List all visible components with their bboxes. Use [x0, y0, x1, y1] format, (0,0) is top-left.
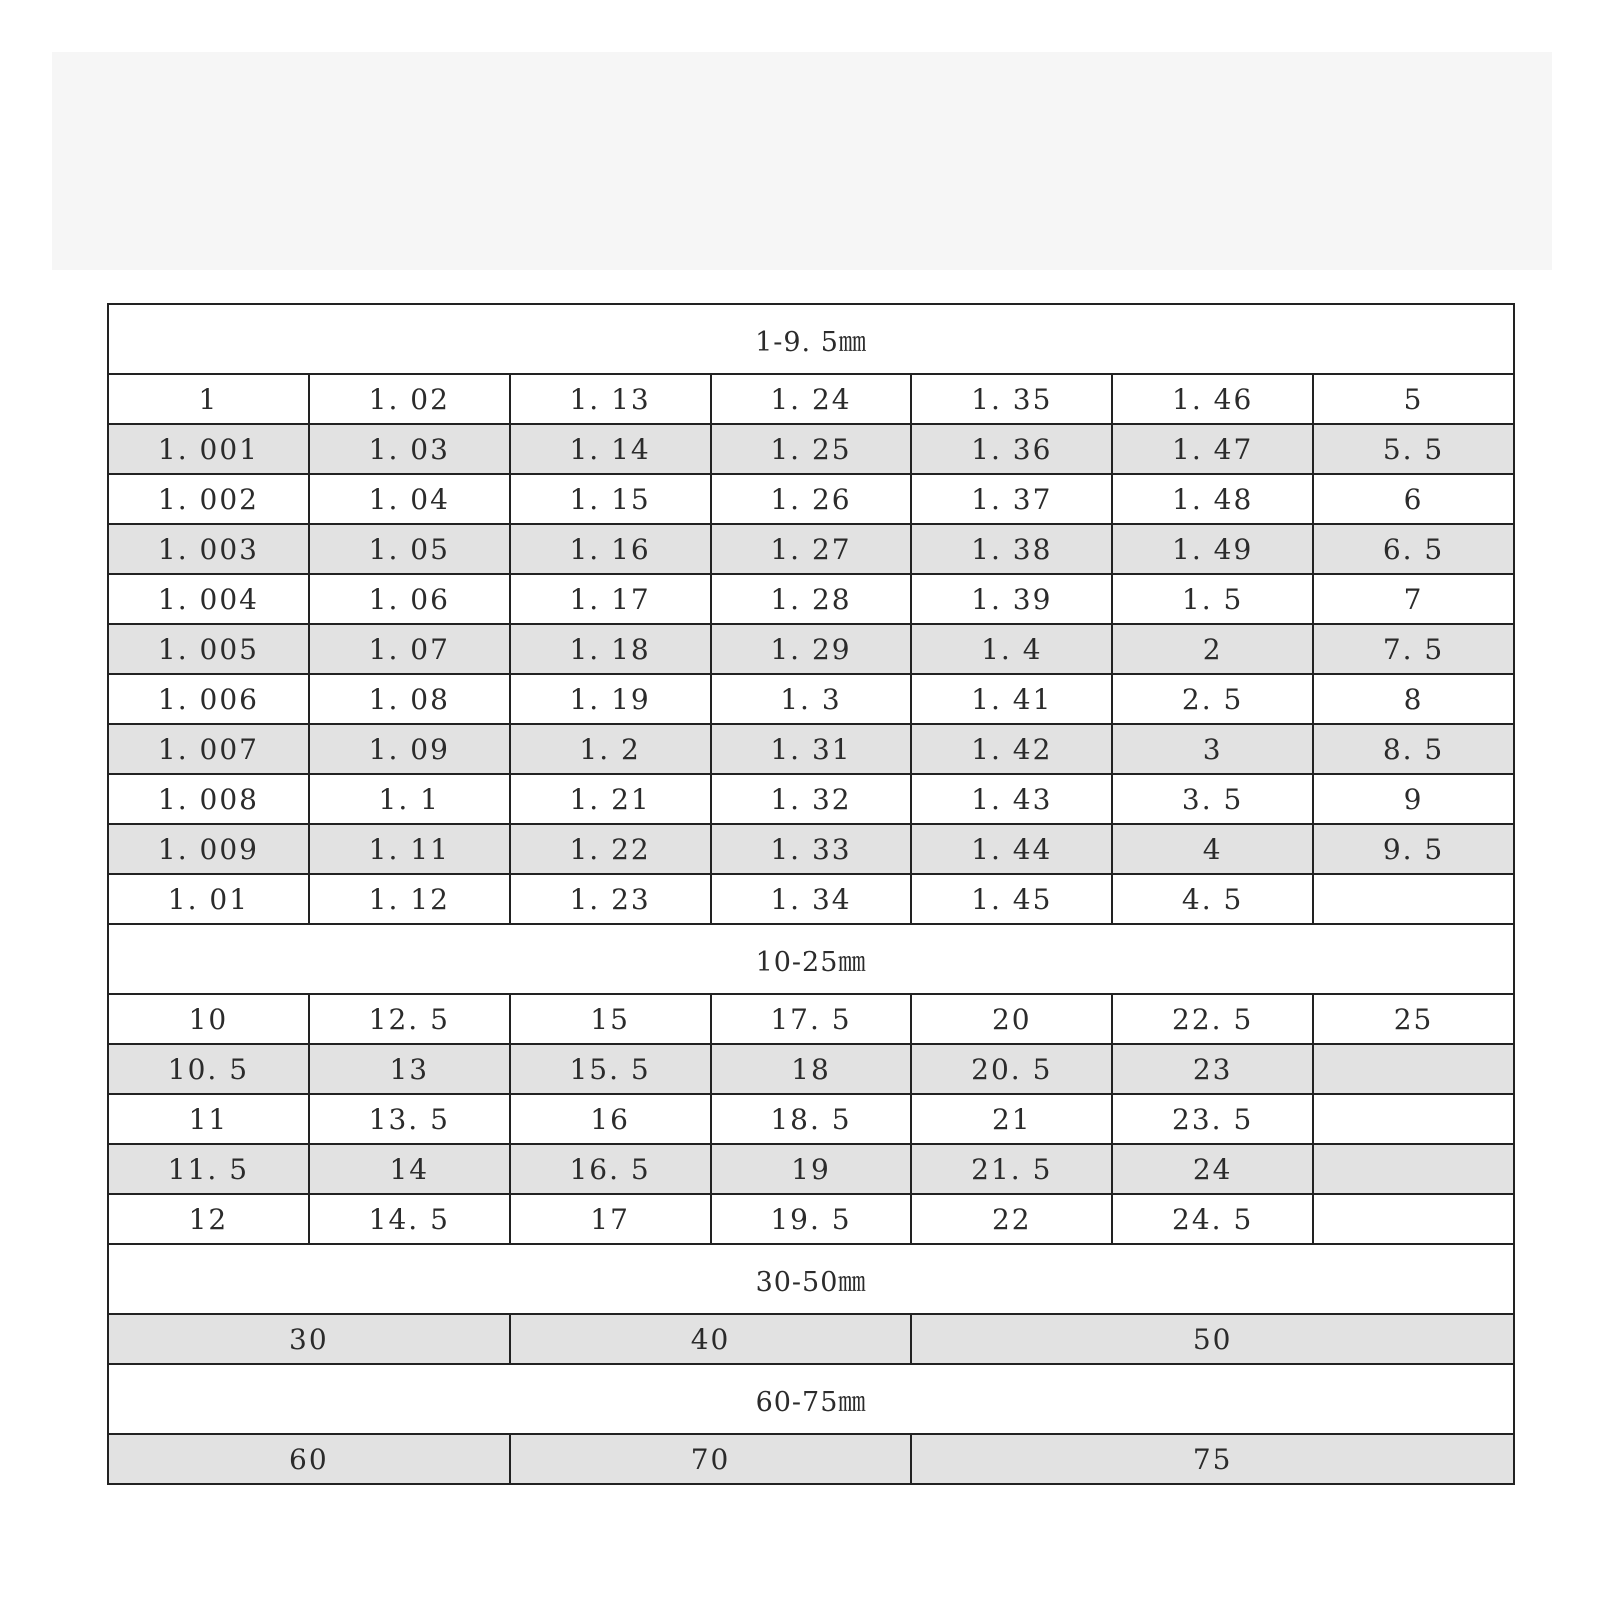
table-row — [108, 774, 1514, 824]
size-cell: 1. 07 — [309, 624, 510, 674]
size-cell: 6 — [1313, 474, 1514, 524]
size-cell: 9. 5 — [1313, 824, 1514, 874]
size-cell: 1. 46 — [1112, 374, 1313, 424]
size-cell: 1. 39 — [911, 574, 1112, 624]
size-cell: 16 — [510, 1094, 711, 1144]
size-cell: 1. 49 — [1112, 524, 1313, 574]
size-cell: 1. 03 — [309, 424, 510, 474]
size-cell: 1. 13 — [510, 374, 711, 424]
size-cell: 16. 5 — [510, 1144, 711, 1194]
size-cell: 15. 5 — [510, 1044, 711, 1094]
size-cell: 20. 5 — [911, 1044, 1112, 1094]
size-cell: 1. 02 — [309, 374, 510, 424]
table-row — [108, 574, 1514, 624]
size-cell: 1. 36 — [911, 424, 1112, 474]
size-cell: 1. 22 — [510, 824, 711, 874]
size-cell: 23 — [1112, 1044, 1313, 1094]
size-cell: 1. 38 — [911, 524, 1112, 574]
size-cell: 13 — [309, 1044, 510, 1094]
size-cell: 12 — [108, 1194, 309, 1244]
size-cell: 1. 1 — [309, 774, 510, 824]
size-cell — [1313, 1144, 1514, 1194]
size-cell: 5 — [1313, 374, 1514, 424]
size-cell: 15 — [510, 994, 711, 1044]
size-cell: 1. 18 — [510, 624, 711, 674]
size-cell: 1. 33 — [711, 824, 912, 874]
size-cell: 11. 5 — [108, 1144, 309, 1194]
size-cell: 11 — [108, 1094, 309, 1144]
section-title: 60-75㎜ — [108, 1364, 1514, 1434]
size-cell: 17. 5 — [711, 994, 912, 1044]
size-cell: 19 — [711, 1144, 912, 1194]
size-cell: 5. 5 — [1313, 424, 1514, 474]
table-row — [108, 1434, 1514, 1484]
table-row — [108, 994, 1514, 1044]
section-title: 10-25㎜ — [108, 924, 1514, 994]
table-body — [108, 304, 1514, 1484]
section-header-row — [108, 924, 1514, 994]
size-cell: 1. 43 — [911, 774, 1112, 824]
table-row — [108, 1194, 1514, 1244]
table-row — [108, 824, 1514, 874]
size-cell: 21. 5 — [911, 1144, 1112, 1194]
size-cell: 1. 29 — [711, 624, 912, 674]
table-row — [108, 524, 1514, 574]
size-cell: 3. 5 — [1112, 774, 1313, 824]
size-cell: 10. 5 — [108, 1044, 309, 1094]
size-cell: 21 — [911, 1094, 1112, 1144]
table-row — [108, 374, 1514, 424]
size-cell: 1. 14 — [510, 424, 711, 474]
size-cell: 1. 16 — [510, 524, 711, 574]
size-cell: 7. 5 — [1313, 624, 1514, 674]
table-row — [108, 1144, 1514, 1194]
size-cell: 1. 23 — [510, 874, 711, 924]
size-cell: 1. 15 — [510, 474, 711, 524]
table-row — [108, 624, 1514, 674]
size-cell: 1. 05 — [309, 524, 510, 574]
size-cell: 1. 006 — [108, 674, 309, 724]
size-cell: 1. 47 — [1112, 424, 1313, 474]
size-cell: 1. 48 — [1112, 474, 1313, 524]
size-cell: 30 — [108, 1314, 510, 1364]
table-row — [108, 424, 1514, 474]
size-cell: 1. 11 — [309, 824, 510, 874]
size-cell: 18. 5 — [711, 1094, 912, 1144]
size-cell: 13. 5 — [309, 1094, 510, 1144]
size-cell: 60 — [108, 1434, 510, 1484]
size-cell: 4 — [1112, 824, 1313, 874]
size-cell: 10 — [108, 994, 309, 1044]
table-row — [108, 1094, 1514, 1144]
size-cell: 17 — [510, 1194, 711, 1244]
size-cell: 1. 28 — [711, 574, 912, 624]
size-cell: 1. 09 — [309, 724, 510, 774]
size-cell: 70 — [510, 1434, 912, 1484]
table-row — [108, 1314, 1514, 1364]
size-cell: 1. 24 — [711, 374, 912, 424]
size-cell: 1. 3 — [711, 674, 912, 724]
size-cell: 1. 007 — [108, 724, 309, 774]
size-cell: 40 — [510, 1314, 912, 1364]
size-cell: 18 — [711, 1044, 912, 1094]
size-cell: 1. 06 — [309, 574, 510, 624]
size-cell — [1313, 1094, 1514, 1144]
size-cell — [1313, 874, 1514, 924]
size-cell: 3 — [1112, 724, 1313, 774]
size-cell: 1. 005 — [108, 624, 309, 674]
size-cell: 1. 04 — [309, 474, 510, 524]
size-cell: 1. 27 — [711, 524, 912, 574]
size-cell: 1. 4 — [911, 624, 1112, 674]
size-cell: 1. 2 — [510, 724, 711, 774]
size-cell: 1. 003 — [108, 524, 309, 574]
size-cell: 12. 5 — [309, 994, 510, 1044]
size-cell: 1. 44 — [911, 824, 1112, 874]
size-cell: 8. 5 — [1313, 724, 1514, 774]
size-cell: 7 — [1313, 574, 1514, 624]
size-cell: 20 — [911, 994, 1112, 1044]
size-cell: 1 — [108, 374, 309, 424]
size-cell: 24 — [1112, 1144, 1313, 1194]
section-title: 1-9. 5㎜ — [108, 304, 1514, 374]
size-cell: 1. 45 — [911, 874, 1112, 924]
size-cell: 1. 004 — [108, 574, 309, 624]
table-row — [108, 874, 1514, 924]
size-table — [107, 303, 1515, 1485]
size-cell: 1. 19 — [510, 674, 711, 724]
size-cell: 1. 37 — [911, 474, 1112, 524]
size-cell: 1. 26 — [711, 474, 912, 524]
size-cell: 1. 17 — [510, 574, 711, 624]
section-title: 30-50㎜ — [108, 1244, 1514, 1314]
size-cell: 22 — [911, 1194, 1112, 1244]
section-header-row — [108, 1244, 1514, 1314]
size-cell: 1. 002 — [108, 474, 309, 524]
size-cell: 2 — [1112, 624, 1313, 674]
size-cell: 1. 25 — [711, 424, 912, 474]
size-cell: 1. 001 — [108, 424, 309, 474]
section-header-row — [108, 1364, 1514, 1434]
size-cell: 1. 5 — [1112, 574, 1313, 624]
size-cell: 1. 009 — [108, 824, 309, 874]
size-cell: 6. 5 — [1313, 524, 1514, 574]
table-row — [108, 1044, 1514, 1094]
size-cell: 14. 5 — [309, 1194, 510, 1244]
size-cell: 1. 08 — [309, 674, 510, 724]
size-cell: 4. 5 — [1112, 874, 1313, 924]
size-cell: 75 — [911, 1434, 1514, 1484]
size-cell: 1. 32 — [711, 774, 912, 824]
size-cell: 22. 5 — [1112, 994, 1313, 1044]
size-cell: 23. 5 — [1112, 1094, 1313, 1144]
section-header-row — [108, 304, 1514, 374]
size-cell: 9 — [1313, 774, 1514, 824]
table-row — [108, 474, 1514, 524]
top-blank-band — [52, 52, 1552, 270]
size-cell: 1. 42 — [911, 724, 1112, 774]
size-cell: 19. 5 — [711, 1194, 912, 1244]
size-cell: 24. 5 — [1112, 1194, 1313, 1244]
table-row — [108, 724, 1514, 774]
size-cell: 8 — [1313, 674, 1514, 724]
size-cell: 1. 31 — [711, 724, 912, 774]
size-cell: 1. 008 — [108, 774, 309, 824]
size-cell: 25 — [1313, 994, 1514, 1044]
size-cell: 1. 41 — [911, 674, 1112, 724]
size-cell: 1. 35 — [911, 374, 1112, 424]
size-cell: 1. 01 — [108, 874, 309, 924]
size-cell: 14 — [309, 1144, 510, 1194]
size-cell: 2. 5 — [1112, 674, 1313, 724]
size-cell: 1. 34 — [711, 874, 912, 924]
size-cell: 1. 12 — [309, 874, 510, 924]
table-row — [108, 674, 1514, 724]
size-cell — [1313, 1194, 1514, 1244]
size-cell: 1. 21 — [510, 774, 711, 824]
size-cell: 50 — [911, 1314, 1514, 1364]
size-cell — [1313, 1044, 1514, 1094]
